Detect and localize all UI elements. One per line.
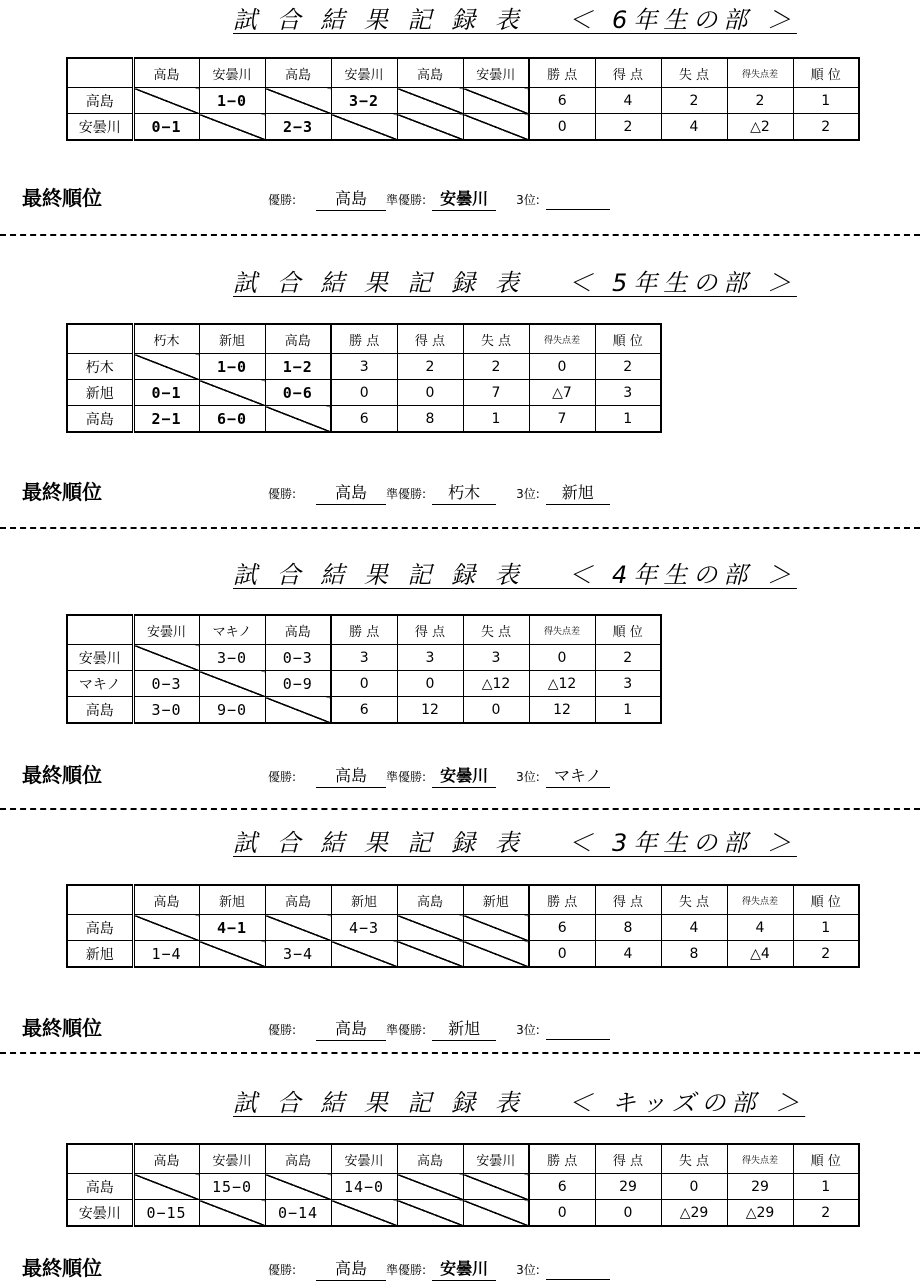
- empty-diagonal-cell: [397, 88, 463, 114]
- column-header: 勝 点: [331, 615, 397, 645]
- table-cell: 6: [331, 697, 397, 724]
- table-cell: 3: [463, 645, 529, 671]
- table-cell: 1: [595, 406, 661, 433]
- table-cell: 0: [529, 1200, 595, 1227]
- column-header: 高島: [397, 885, 463, 915]
- empty-diagonal-cell: [265, 406, 331, 433]
- table-cell: 6: [529, 1174, 595, 1200]
- column-header: 得 点: [397, 615, 463, 645]
- table-row: [67, 88, 859, 114]
- column-header: [67, 885, 133, 915]
- third-place-label: 3位:: [516, 770, 540, 784]
- table-cell: 7: [529, 406, 595, 433]
- table-cell: △7: [529, 380, 595, 406]
- row-team-name: 新旭: [67, 380, 133, 406]
- table-cell: 0: [397, 380, 463, 406]
- final-ranking-line: [268, 763, 610, 788]
- third-place-label: 3位:: [516, 1023, 540, 1037]
- table-cell: 6: [529, 88, 595, 114]
- table-cell: △12: [463, 671, 529, 697]
- header-row: [67, 1144, 859, 1174]
- table-cell: 0−15: [133, 1200, 199, 1227]
- champion-label: 優勝:: [268, 1023, 297, 1037]
- table-cell: 2: [793, 941, 859, 968]
- third-place-value: 新旭: [546, 480, 610, 505]
- champion-label: 優勝:: [268, 770, 297, 784]
- third-place-label: 3位:: [516, 487, 540, 501]
- row-team-name: 高島: [67, 1174, 133, 1200]
- column-header: 安曇川: [199, 58, 265, 88]
- table-cell: 2−1: [133, 406, 199, 433]
- column-header: [67, 58, 133, 88]
- table-row: [67, 380, 661, 406]
- champion-label: 優勝:: [268, 487, 297, 501]
- table-row: [67, 354, 661, 380]
- table-cell: △12: [529, 671, 595, 697]
- table-cell: 7: [463, 380, 529, 406]
- column-header: 順 位: [595, 324, 661, 354]
- column-header: 勝 点: [529, 1144, 595, 1174]
- column-header: [67, 324, 133, 354]
- empty-diagonal-cell: [199, 941, 265, 968]
- empty-diagonal-cell: [463, 114, 529, 141]
- champion-value: 高島: [316, 1256, 386, 1281]
- row-team-name: 高島: [67, 915, 133, 941]
- table-cell: 3−2: [331, 88, 397, 114]
- section-divider: [0, 808, 920, 810]
- table-cell: 3: [595, 380, 661, 406]
- table-cell: 9−0: [199, 697, 265, 724]
- final-ranking-line: [268, 1016, 610, 1041]
- table-cell: △4: [727, 941, 793, 968]
- table-cell: 8: [661, 941, 727, 968]
- column-header: 勝 点: [331, 324, 397, 354]
- champion-value: 高島: [316, 480, 386, 505]
- final-ranking-line: [268, 186, 610, 211]
- table-cell: 2: [595, 354, 661, 380]
- section-title: 試 合 結 果 記 録 表 ＜ 3年生の部 ＞: [233, 829, 797, 857]
- empty-diagonal-cell: [331, 114, 397, 141]
- table-row: [67, 915, 859, 941]
- column-header: [67, 615, 133, 645]
- results-table: [66, 884, 860, 968]
- column-header: 安曇川: [199, 1144, 265, 1174]
- third-place-value: マキノ: [546, 763, 610, 788]
- table-cell: 1: [595, 697, 661, 724]
- column-header: 安曇川: [463, 58, 529, 88]
- runner-up-label: 準優勝:: [386, 770, 427, 784]
- champion-value: 高島: [316, 1016, 386, 1041]
- table-cell: 2−3: [265, 114, 331, 141]
- third-place-value: [546, 189, 610, 210]
- table-cell: 3−0: [133, 697, 199, 724]
- champion-label: 優勝:: [268, 1263, 297, 1277]
- table-row: [67, 645, 661, 671]
- runner-up-value: 安曇川: [432, 763, 496, 788]
- table-cell: 1: [463, 406, 529, 433]
- column-header: 失 点: [661, 1144, 727, 1174]
- column-header: 順 位: [793, 1144, 859, 1174]
- row-team-name: 安曇川: [67, 645, 133, 671]
- row-team-name: 高島: [67, 406, 133, 433]
- table-cell: 4−3: [331, 915, 397, 941]
- row-team-name: 朽木: [67, 354, 133, 380]
- table-row: [67, 1200, 859, 1227]
- results-table: [66, 1143, 860, 1227]
- final-ranking-line: [268, 480, 610, 505]
- table-cell: 4−1: [199, 915, 265, 941]
- table-cell: 14−0: [331, 1174, 397, 1200]
- table-cell: △29: [727, 1200, 793, 1227]
- empty-diagonal-cell: [331, 1200, 397, 1227]
- table-cell: 1: [793, 88, 859, 114]
- column-header: [67, 1144, 133, 1174]
- row-team-name: 安曇川: [67, 114, 133, 141]
- final-ranking-label: 最終順位: [22, 1256, 102, 1280]
- empty-diagonal-cell: [463, 915, 529, 941]
- final-ranking-label: 最終順位: [22, 480, 102, 504]
- runner-up-label: 準優勝:: [386, 193, 427, 207]
- table-cell: 4: [661, 114, 727, 141]
- column-header: 失 点: [661, 885, 727, 915]
- column-header: 勝 点: [529, 885, 595, 915]
- column-header: 安曇川: [133, 615, 199, 645]
- empty-diagonal-cell: [265, 915, 331, 941]
- final-ranking-line: [268, 1256, 610, 1281]
- column-header: 高島: [265, 885, 331, 915]
- column-header: 得失点差: [529, 615, 595, 645]
- table-cell: 0−14: [265, 1200, 331, 1227]
- table-cell: 3: [595, 671, 661, 697]
- empty-diagonal-cell: [133, 1174, 199, 1200]
- table-cell: 0: [331, 671, 397, 697]
- column-header: 高島: [133, 58, 199, 88]
- column-header: 高島: [265, 615, 331, 645]
- table-cell: 3: [331, 645, 397, 671]
- column-header: 安曇川: [463, 1144, 529, 1174]
- results-table: [66, 614, 662, 724]
- table-cell: 8: [595, 915, 661, 941]
- table-cell: 0: [529, 114, 595, 141]
- column-header: 安曇川: [331, 1144, 397, 1174]
- table-cell: 1−0: [199, 354, 265, 380]
- champion-label: 優勝:: [268, 193, 297, 207]
- row-team-name: マキノ: [67, 671, 133, 697]
- empty-diagonal-cell: [133, 354, 199, 380]
- column-header: 得失点差: [727, 885, 793, 915]
- empty-diagonal-cell: [133, 915, 199, 941]
- column-header: 新旭: [331, 885, 397, 915]
- row-team-name: 安曇川: [67, 1200, 133, 1227]
- table-cell: △2: [727, 114, 793, 141]
- table-row: [67, 1174, 859, 1200]
- column-header: 失 点: [463, 324, 529, 354]
- column-header: 新旭: [199, 885, 265, 915]
- empty-diagonal-cell: [199, 380, 265, 406]
- third-place-value: [546, 1259, 610, 1280]
- table-row: [67, 671, 661, 697]
- table-cell: 0−3: [133, 671, 199, 697]
- table-cell: 0: [529, 354, 595, 380]
- empty-diagonal-cell: [463, 941, 529, 968]
- table-cell: 2: [793, 114, 859, 141]
- table-cell: 3−4: [265, 941, 331, 968]
- empty-diagonal-cell: [397, 1200, 463, 1227]
- column-header: 失 点: [463, 615, 529, 645]
- table-cell: 1: [793, 915, 859, 941]
- column-header: マキノ: [199, 615, 265, 645]
- final-ranking-label: 最終順位: [22, 763, 102, 787]
- table-row: [67, 941, 859, 968]
- column-header: 得 点: [397, 324, 463, 354]
- runner-up-value: 新旭: [432, 1016, 496, 1041]
- table-cell: 29: [727, 1174, 793, 1200]
- header-row: [67, 615, 661, 645]
- results-table: [66, 323, 662, 433]
- table-cell: 2: [463, 354, 529, 380]
- column-header: 高島: [397, 58, 463, 88]
- column-header: 順 位: [793, 885, 859, 915]
- table-cell: 0: [529, 645, 595, 671]
- table-cell: 1−4: [133, 941, 199, 968]
- table-cell: 0: [463, 697, 529, 724]
- column-header: 得 点: [595, 1144, 661, 1174]
- third-place-label: 3位:: [516, 193, 540, 207]
- column-header: 新旭: [463, 885, 529, 915]
- results-table: [66, 57, 860, 141]
- runner-up-label: 準優勝:: [386, 1263, 427, 1277]
- table-cell: 0: [397, 671, 463, 697]
- empty-diagonal-cell: [133, 88, 199, 114]
- column-header: 得 点: [595, 885, 661, 915]
- empty-diagonal-cell: [397, 941, 463, 968]
- table-cell: 2: [595, 645, 661, 671]
- table-cell: 0: [529, 941, 595, 968]
- header-row: [67, 58, 859, 88]
- table-cell: 0−6: [265, 380, 331, 406]
- table-cell: 4: [595, 941, 661, 968]
- column-header: 高島: [133, 1144, 199, 1174]
- column-header: 得失点差: [727, 1144, 793, 1174]
- table-row: [67, 697, 661, 724]
- column-header: 勝 点: [529, 58, 595, 88]
- champion-value: 高島: [316, 763, 386, 788]
- column-header: 得失点差: [727, 58, 793, 88]
- section-divider: [0, 527, 920, 529]
- column-header: 順 位: [793, 58, 859, 88]
- empty-diagonal-cell: [463, 1200, 529, 1227]
- table-cell: 0−3: [265, 645, 331, 671]
- third-place-value: [546, 1019, 610, 1040]
- column-header: 得失点差: [529, 324, 595, 354]
- section-title: 試 合 結 果 記 録 表 ＜ 5年生の部 ＞: [233, 269, 797, 297]
- table-cell: 2: [793, 1200, 859, 1227]
- table-row: [67, 114, 859, 141]
- empty-diagonal-cell: [397, 1174, 463, 1200]
- column-header: 得 点: [595, 58, 661, 88]
- table-cell: 3−0: [199, 645, 265, 671]
- third-place-label: 3位:: [516, 1263, 540, 1277]
- empty-diagonal-cell: [463, 1174, 529, 1200]
- row-team-name: 高島: [67, 88, 133, 114]
- table-cell: 2: [397, 354, 463, 380]
- empty-diagonal-cell: [265, 88, 331, 114]
- runner-up-value: 安曇川: [432, 186, 496, 211]
- table-cell: 15−0: [199, 1174, 265, 1200]
- runner-up-value: 朽木: [432, 480, 496, 505]
- table-cell: 0: [595, 1200, 661, 1227]
- final-ranking-label: 最終順位: [22, 1016, 102, 1040]
- champion-value: 高島: [316, 186, 386, 211]
- column-header: 高島: [397, 1144, 463, 1174]
- table-cell: 0−9: [265, 671, 331, 697]
- column-header: 安曇川: [331, 58, 397, 88]
- table-cell: 4: [595, 88, 661, 114]
- header-row: [67, 324, 661, 354]
- column-header: 順 位: [595, 615, 661, 645]
- table-cell: 29: [595, 1174, 661, 1200]
- table-cell: 3: [397, 645, 463, 671]
- table-cell: △29: [661, 1200, 727, 1227]
- table-cell: 4: [727, 915, 793, 941]
- table-cell: 2: [727, 88, 793, 114]
- empty-diagonal-cell: [397, 915, 463, 941]
- header-row: [67, 885, 859, 915]
- column-header: 高島: [265, 1144, 331, 1174]
- final-ranking-label: 最終順位: [22, 186, 102, 210]
- table-cell: 1−2: [265, 354, 331, 380]
- empty-diagonal-cell: [331, 941, 397, 968]
- column-header: 朽木: [133, 324, 199, 354]
- empty-diagonal-cell: [265, 697, 331, 724]
- column-header: 新旭: [199, 324, 265, 354]
- table-cell: 4: [661, 915, 727, 941]
- empty-diagonal-cell: [199, 114, 265, 141]
- empty-diagonal-cell: [199, 1200, 265, 1227]
- table-cell: 8: [397, 406, 463, 433]
- table-cell: 12: [529, 697, 595, 724]
- table-cell: 0−1: [133, 114, 199, 141]
- runner-up-value: 安曇川: [432, 1256, 496, 1281]
- empty-diagonal-cell: [265, 1174, 331, 1200]
- column-header: 高島: [265, 58, 331, 88]
- table-cell: 6: [331, 406, 397, 433]
- row-team-name: 新旭: [67, 941, 133, 968]
- table-cell: 0: [661, 1174, 727, 1200]
- column-header: 高島: [133, 885, 199, 915]
- section-title: 試 合 結 果 記 録 表 ＜ 6年生の部 ＞: [233, 6, 797, 34]
- table-cell: 0: [331, 380, 397, 406]
- table-cell: 3: [331, 354, 397, 380]
- empty-diagonal-cell: [133, 645, 199, 671]
- empty-diagonal-cell: [199, 671, 265, 697]
- section-divider: [0, 234, 920, 236]
- table-cell: 6: [529, 915, 595, 941]
- empty-diagonal-cell: [397, 114, 463, 141]
- section-title: 試 合 結 果 記 録 表 ＜ 4年生の部 ＞: [233, 561, 797, 589]
- empty-diagonal-cell: [463, 88, 529, 114]
- row-team-name: 高島: [67, 697, 133, 724]
- column-header: 失 点: [661, 58, 727, 88]
- runner-up-label: 準優勝:: [386, 487, 427, 501]
- table-cell: 2: [661, 88, 727, 114]
- table-cell: 6−0: [199, 406, 265, 433]
- column-header: 高島: [265, 324, 331, 354]
- table-cell: 1−0: [199, 88, 265, 114]
- section-title: 試 合 結 果 記 録 表 ＜ キッズの部 ＞: [233, 1089, 806, 1117]
- table-cell: 1: [793, 1174, 859, 1200]
- section-divider: [0, 1052, 920, 1054]
- table-cell: 2: [595, 114, 661, 141]
- table-row: [67, 406, 661, 433]
- table-cell: 0−1: [133, 380, 199, 406]
- runner-up-label: 準優勝:: [386, 1023, 427, 1037]
- table-cell: 12: [397, 697, 463, 724]
